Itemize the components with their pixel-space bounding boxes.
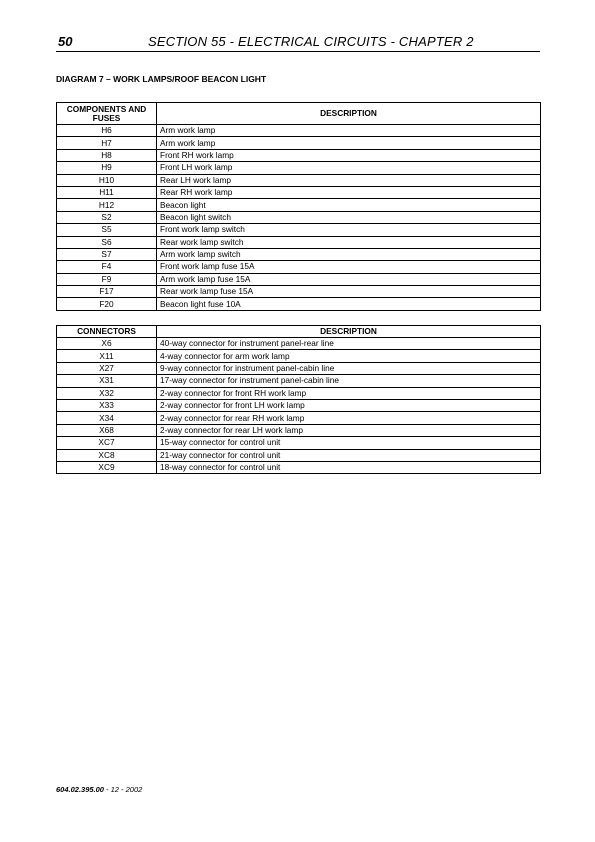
column-header-description: DESCRIPTION: [157, 326, 541, 338]
table-row: [57, 286, 541, 298]
row-code: H10: [57, 174, 157, 186]
row-code: H12: [57, 199, 157, 211]
table-row: [57, 125, 541, 137]
row-description: Rear work lamp switch: [157, 236, 541, 248]
row-description: Arm work lamp: [157, 125, 541, 137]
row-description: Arm work lamp: [157, 137, 541, 149]
row-description: Front LH work lamp: [157, 162, 541, 174]
table-row: [57, 338, 541, 350]
row-code: X68: [57, 424, 157, 436]
row-description: 15-way connector for control unit: [157, 437, 541, 449]
row-code: X34: [57, 412, 157, 424]
row-description: 2-way connector for rear RH work lamp: [157, 412, 541, 424]
row-code: S5: [57, 224, 157, 236]
page-header: [56, 34, 540, 52]
table-row: [57, 186, 541, 198]
row-code: X31: [57, 375, 157, 387]
row-code: XC8: [57, 449, 157, 461]
row-description: 2-way connector for front LH work lamp: [157, 399, 541, 411]
table-row: [57, 236, 541, 248]
components-table-body: [57, 125, 541, 311]
row-code: X27: [57, 362, 157, 374]
page-number: 50: [58, 34, 73, 49]
table-row: [57, 162, 541, 174]
row-description: 4-way connector for arm work lamp: [157, 350, 541, 362]
row-description: 21-way connector for control unit: [157, 449, 541, 461]
row-code: F4: [57, 261, 157, 273]
row-description: Rear work lamp fuse 15A: [157, 286, 541, 298]
row-code: XC7: [57, 437, 157, 449]
row-code: X6: [57, 338, 157, 350]
page-footer: [56, 785, 142, 794]
table-row: [57, 449, 541, 461]
table-row: [57, 298, 541, 310]
row-code: S6: [57, 236, 157, 248]
section-title: SECTION 55 - ELECTRICAL CIRCUITS - CHAPTER 2: [148, 34, 474, 49]
row-description: 40-way connector for instrument panel-rear line: [157, 338, 541, 350]
table-row: [57, 224, 541, 236]
table-row: [57, 375, 541, 387]
table-row: [57, 261, 541, 273]
row-description: 17-way connector for instrument panel-cabin line: [157, 375, 541, 387]
components-table: [56, 102, 541, 311]
table-row: [57, 437, 541, 449]
row-description: 2-way connector for rear LH work lamp: [157, 424, 541, 436]
row-code: H6: [57, 125, 157, 137]
header-divider: [56, 51, 540, 52]
row-description: Rear LH work lamp: [157, 174, 541, 186]
row-code: H11: [57, 186, 157, 198]
row-code: F9: [57, 273, 157, 285]
row-code: F20: [57, 298, 157, 310]
row-description: Rear RH work lamp: [157, 186, 541, 198]
row-code: H8: [57, 149, 157, 161]
table-row: [57, 424, 541, 436]
row-description: Beacon light: [157, 199, 541, 211]
document-date: - 12 - 2002: [103, 785, 143, 794]
column-header-description: DESCRIPTION: [157, 103, 541, 125]
document-code: 604.02.395.00: [56, 785, 104, 794]
table-row: [57, 174, 541, 186]
row-code: X33: [57, 399, 157, 411]
connectors-table: [56, 325, 541, 474]
connectors-table-body: [57, 338, 541, 474]
diagram-title: DIAGRAM 7 – WORK LAMPS/ROOF BEACON LIGHT: [56, 74, 267, 84]
row-code: S7: [57, 248, 157, 260]
row-description: 9-way connector for instrument panel-cabin line: [157, 362, 541, 374]
row-code: X11: [57, 350, 157, 362]
row-code: X32: [57, 387, 157, 399]
row-description: Beacon light fuse 10A: [157, 298, 541, 310]
table-row: [57, 211, 541, 223]
table-row: [57, 350, 541, 362]
column-header-connectors: CONNECTORS: [57, 326, 157, 338]
row-description: 2-way connector for front RH work lamp: [157, 387, 541, 399]
table-row: [57, 137, 541, 149]
row-description: Beacon light switch: [157, 211, 541, 223]
row-description: Front RH work lamp: [157, 149, 541, 161]
column-header-components: COMPONENTS AND FUSES: [57, 103, 157, 125]
table-header-row: [57, 103, 541, 125]
row-description: 18-way connector for control unit: [157, 461, 541, 473]
row-code: S2: [57, 211, 157, 223]
row-description: Front work lamp fuse 15A: [157, 261, 541, 273]
table-row: [57, 387, 541, 399]
table-row: [57, 199, 541, 211]
row-description: Arm work lamp switch: [157, 248, 541, 260]
row-code: XC9: [57, 461, 157, 473]
row-description: Front work lamp switch: [157, 224, 541, 236]
table-row: [57, 273, 541, 285]
row-code: F17: [57, 286, 157, 298]
table-row: [57, 362, 541, 374]
table-row: [57, 412, 541, 424]
table-row: [57, 399, 541, 411]
table-header-row: [57, 326, 541, 338]
row-code: H7: [57, 137, 157, 149]
row-code: H9: [57, 162, 157, 174]
table-row: [57, 149, 541, 161]
table-row: [57, 248, 541, 260]
table-row: [57, 461, 541, 473]
row-description: Arm work lamp fuse 15A: [157, 273, 541, 285]
